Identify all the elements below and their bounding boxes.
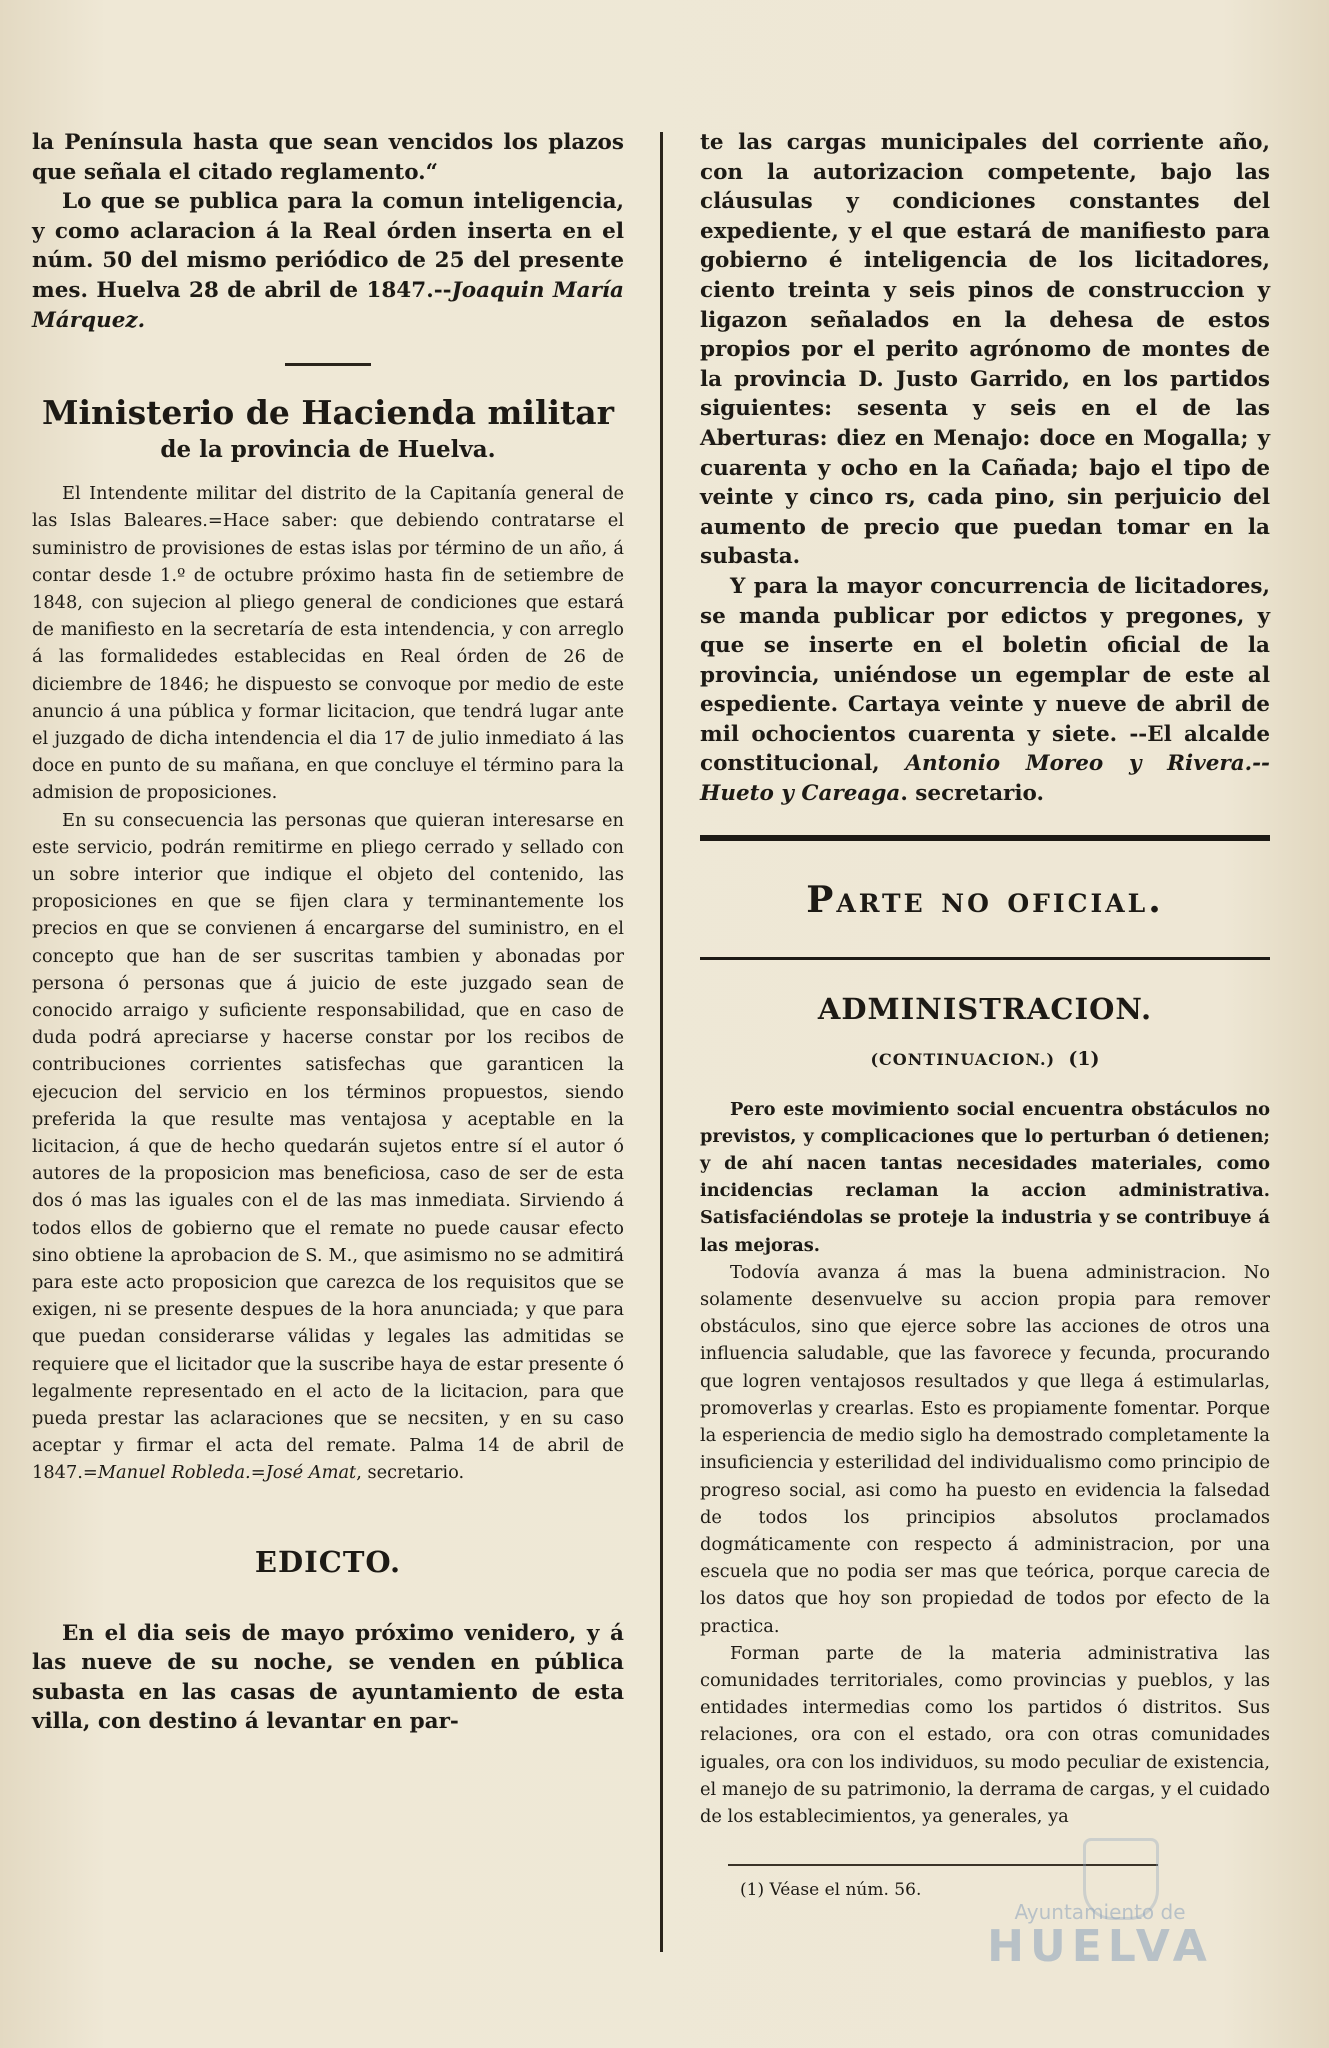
watermark-line-2: HUELVA: [987, 1921, 1213, 1972]
continuacion-label: (CONTINUACION.): [870, 1049, 1056, 1069]
ministry-subtitle: de la provincia de Huelva.: [160, 436, 496, 464]
edicto-signature-tail: . secretario.: [900, 781, 1044, 807]
footnote-mark: (1): [1068, 1047, 1100, 1070]
ministry-paragraph-2-text: En su consecuencia las personas que quieran interesarse en este servicio, podrán remitirme en pliego cerrado y sellado con un sobre interior que indique el objeto del contenido, las proposiciones en que se fijen clara y terminantemente los precios en que se convienen á encargarse del suministro, en el concepto que han de ser suscritas tambien y abonadas por persona ó personas que á juicio de este juzgado sean de conocido arraigo y suficiente responsabilidad, que en caso de duda podrá apreciarse y hacerse constar por los recibos de contribuciones corrientes satisfechas que garanticen la ejecucion del servicio en los términos propuestos, siendo preferida la que resulte mas ventajosa y aceptable en la licitacion, á que de hecho quedarán sujetos entre sí el autor ó autores de la proposicion mas beneficiosa, caso de ser de esta dos ó mas las iguales con el de las mas inmediata. Sirviendo á todos ellos de gobierno que el remate no puede causar efecto sino obtiene la aprobacion de S. M., que asimismo no se admitirá para este acto proposicion que carezca de los requisitos que se exigen, ni se presente despues de la hora anunciada; y que para que puedan considerarse válidas y legales las admitidas se requiere que el licitador que la suscribe haya de estar presente ó legalmente representado en el acto de la licitacion, para que pueda prestar las aclaraciones que se necsiten, y en su caso aceptar y firmar el acta del remate. Palma 14 de abril de 1847.=: [32, 809, 624, 1484]
ministry-signature-1: Manuel Robleda.: [97, 1462, 251, 1484]
edicto-title: EDICTO.: [254, 1544, 402, 1579]
ministry-signature-2: José Amat: [265, 1462, 357, 1484]
admin-paragraph-3: Forman parte de la materia administrativa las comunidades territoriales, como provincias y pueblos, y las entidades intermedias como los partidos ó distritos. Sus relaciones, ora con el estado, ora con otras comunidades iguales, ora con los individuos, su modo peculiar de existencia, el manejo de su patrimonio, la derrama de cargas, y el cuidado de los establecimientos, ya generales, ya: [700, 1642, 1270, 1827]
intro-paragraph-2-text: Lo que se publica para la comun inteligencia, y como aclaracion á la Real órden inserta en el núm. 50 del mismo periódico de 25 del presente mes. Huelva 28 de abril de 1847.--: [32, 189, 624, 303]
intro-paragraph-2: [32, 187, 624, 335]
ministry-paragraph-2: [32, 807, 624, 1487]
edicto-paragraph-2-text: Y para la mayor concurrencia de licitadores, se manda publicar por edictos y pregones, y que se inserte en el boletin oficial de la provincia, uniéndose un egemplar de este al espediente. Cartaya veinte y nueve de abril de mil ochocientos cuarenta y siete. --El alcalde constitucional,: [700, 573, 1270, 777]
bleed-through-header: [40, 82, 1280, 116]
column-divider: [660, 132, 663, 1952]
edicto-paragraph-1: En el dia seis de mayo próximo venidero, y á las nueve de su noche, se venden en pública subasta en las casas de ayuntamiento de esta villa, con destino á levantar en par-: [32, 1620, 624, 1735]
intro-paragraph-1: la Península hasta que sean vencidos los plazos que señala el citado reglamento.“: [32, 130, 624, 185]
edicto-paragraph-2: [700, 572, 1270, 809]
ministry-signature-tail: , secretario.: [356, 1462, 465, 1484]
admin-paragraph-2: Todovía avanza á mas la buena administracion. No solamente desenvuelve su accion propia para remover obstáculos, sino que ejerce sobre las acciones de otros una influencia saludable, que las favorece y fecunda, procurando que logren ventajosos resultados y que llega á estimularlas, promoverlas y crearlas. Esto es propiamente fomentar. Porque la esperiencia de medio siglo ha demostrado completamente la insuficiencia y esterilidad del individualismo como principio de progreso social, asi como ha puesto en evidencia la falsedad de todos los principios absolutos proclamados dogmáticamente con respecto á administracion, por una escuela que no podia ser mas que teórica, porque carecia de los datos que hoy son propiedad de todos por efecto de la practica.: [700, 1261, 1270, 1637]
section-rule: [285, 363, 371, 366]
edicto-signature: Antonio Moreo y Rivera.--Hueto y Careaga: [700, 751, 1270, 807]
admin-paragraph-1: Pero este movimiento social encuentra obstáculos no previstos, y complicaciones que lo perturban ó detienen; y de ahí nacen tantas necesidades materiales, como incidencias reclaman la accion administrativa. Satisfaciéndolas se proteje la industria y se contribuye á las mejoras.: [700, 1098, 1270, 1256]
right-column: [700, 128, 1270, 1900]
footnote: (1) Véase el núm. 56.: [740, 1880, 922, 1901]
continuacion-line: [700, 1048, 1270, 1070]
ministry-paragraph-1: El Intendente militar del distrito de la Capitanía general de las Islas Baleares.=Hace saber: que debiendo contratarse el suministro de provisiones de estas islas por término de un año, á contar desde 1.º de octubre próximo hasta fin de setiembre de 1848, con sujecion al pliego general de condiciones que estará de manifiesto en la secretaría de esta intendencia, y con arreglo á las formalidedes establecidas en Real órden de 26 de diciembre de 1846; he dispuesto se convoque por medio de este anuncio á una pública y formar licitacion, que tendrá lugar ante el juzgado de dicha intendencia el dia 17 de julio inmediato á las doce en punto de su mañana, en que concluye el término para la admision de proposiciones.: [32, 483, 624, 804]
parte-no-oficial-title: Parte no oficial.: [806, 878, 1164, 921]
administracion-title: ADMINISTRACION.: [817, 991, 1153, 1026]
thick-rule: [700, 835, 1270, 841]
left-column: [32, 128, 624, 1737]
ministry-title: Ministerio de Hacienda militar: [41, 393, 615, 433]
thin-rule: [700, 957, 1270, 960]
ministry-signature-separator: =: [250, 1462, 266, 1484]
intro-signature: Joaquin María Márquez.: [32, 277, 624, 333]
edicto-continuation: te las cargas municipales del corriente año, con la autorizacion competente, bajo las cláusulas y condiciones constantes del expediente, y el que estará de manifiesto para gobierno é inteligencia de los licitadores, ciento treinta y seis pinos de construccion y ligazon señalados en la dehesa de estos propios por el perito agrónomo de montes de la provincia D. Justo Garrido, en los partidos siguientes: sesenta y seis en el de las Aberturas: diez en Menajo: doce en Mogalla; y cuarenta y ocho en la Cañada; bajo el tipo de veinte y cinco rs, cada pino, sin perjuicio del aumento de precio que puedan tomar en la subasta.: [700, 130, 1270, 570]
watermark-line-1: Ayuntamiento de: [1014, 1900, 1186, 1924]
watermark: [955, 1900, 1245, 1970]
